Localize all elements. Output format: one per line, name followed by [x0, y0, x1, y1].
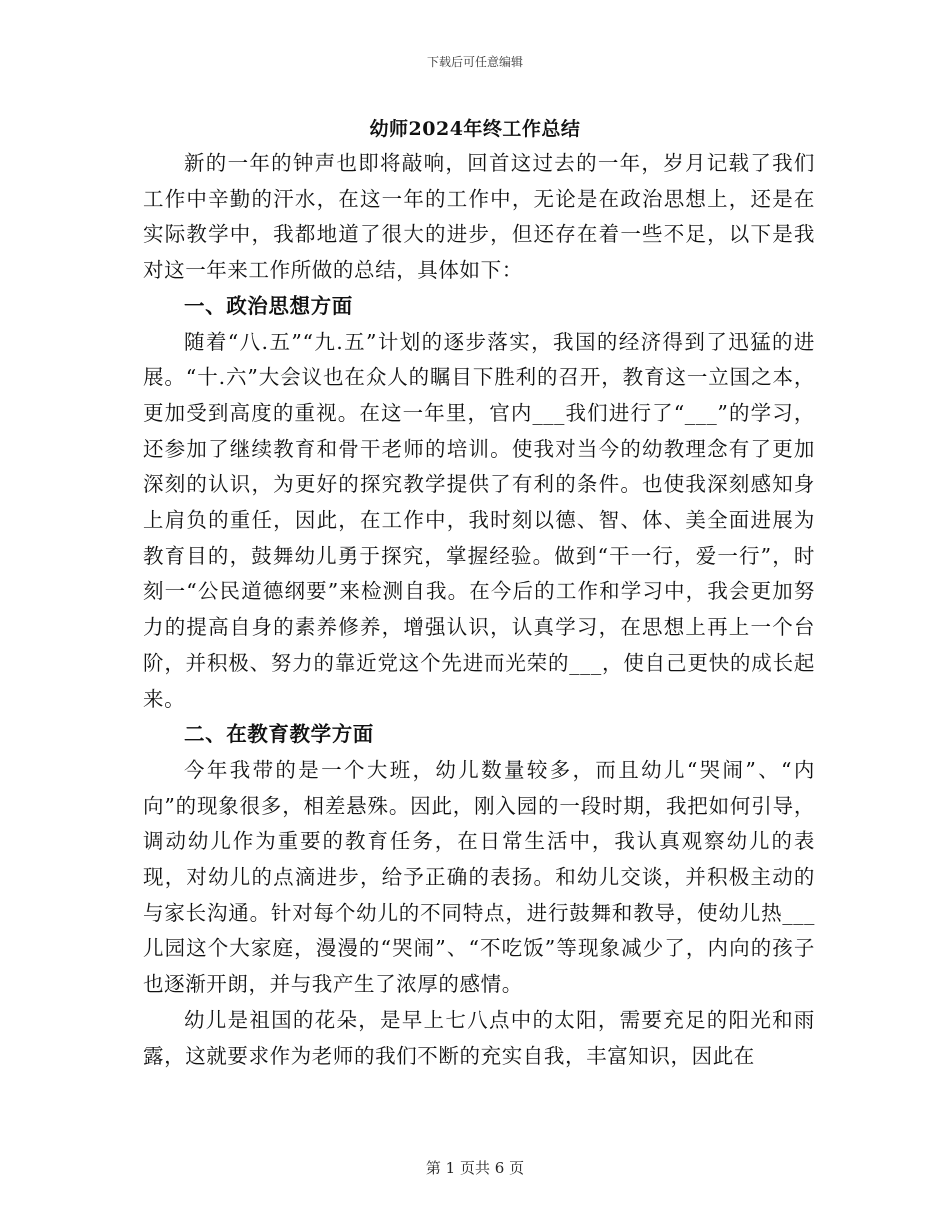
page-footer-number: 第 1 页共 6 页 — [425, 1159, 525, 1177]
teaching-paragraph-1: 今年我带的是一个大班，幼儿数量较多，而且幼儿“哭闹”、“内向”的现象很多，相差悬殊。因此，刚入园的一段时期，我把如何引导，调动幼儿作为重要的教育任务，在日常生活中，我认真观察幼儿的表现，对幼儿的点滴进步，给予正确的表扬。和幼儿交谈，并积极主动的与家长沟通。针对每个幼儿的不同特点，进行鼓舞和教导，使幼儿热___儿园这个大家庭，漫漫的“哭闹”、“不吃饭”等现象减少了，内向的孩子也逐渐开朗，并与我产生了浓厚的感情。 — [143, 757, 815, 997]
document-title: 幼师2024年终工作总结 — [369, 118, 581, 140]
section-heading-politics: 一、政治思想方面 — [184, 293, 353, 318]
page-header-note: 下载后可任意编辑 — [426, 55, 523, 69]
intro-paragraph: 新的一年的钟声也即将敲响，回首这过去的一年，岁月记载了我们工作中辛勤的汗水，在这一年的工作中，无论是在政治思想上，还是在实际教学中，我都地道了很大的进步，但还存在着一些不足，以下是我对这一年来工作所做的总结，具体如下： — [143, 151, 815, 283]
politics-paragraph: 随着“八.五”“九.五”计划的逐步落实，我国的经济得到了迅猛的进展。“十.六”大会议也在众人的瞩目下胜利的召开，教育这一立国之本，更加受到高度的重视。在这一年里，官内___我们进行了“___”的学习，还参加了继续教育和骨干老师的培训。使我对当今的幼教理念有了更加深刻的认识，为更好的探究教学提供了有利的条件。也使我深刻感知身上肩负的重任，因此，在工作中，我时刻以德、智、体、美全面进展为教育目的，鼓舞幼儿勇于探究，掌握经验。做到“干一行，爱一行”，时刻一“公民道德纲要”来检测自我。在今后的工作和学习中，我会更加努力的提高自身的素养修养，增强认识，认真学习，在思想上再上一个台阶，并积极、努力的靠近党这个先进而光荣的___，使自己更快的成长起来。 — [143, 329, 815, 711]
section-heading-teaching: 二、在教育教学方面 — [184, 722, 374, 747]
document-body — [143, 146, 815, 1074]
teaching-paragraph-2: 幼儿是祖国的花朵，是早上七八点中的太阳，需要充足的阳光和雨露，这就要求作为老师的我们不断的充实自我，丰富知识，因此在 — [143, 1007, 815, 1068]
